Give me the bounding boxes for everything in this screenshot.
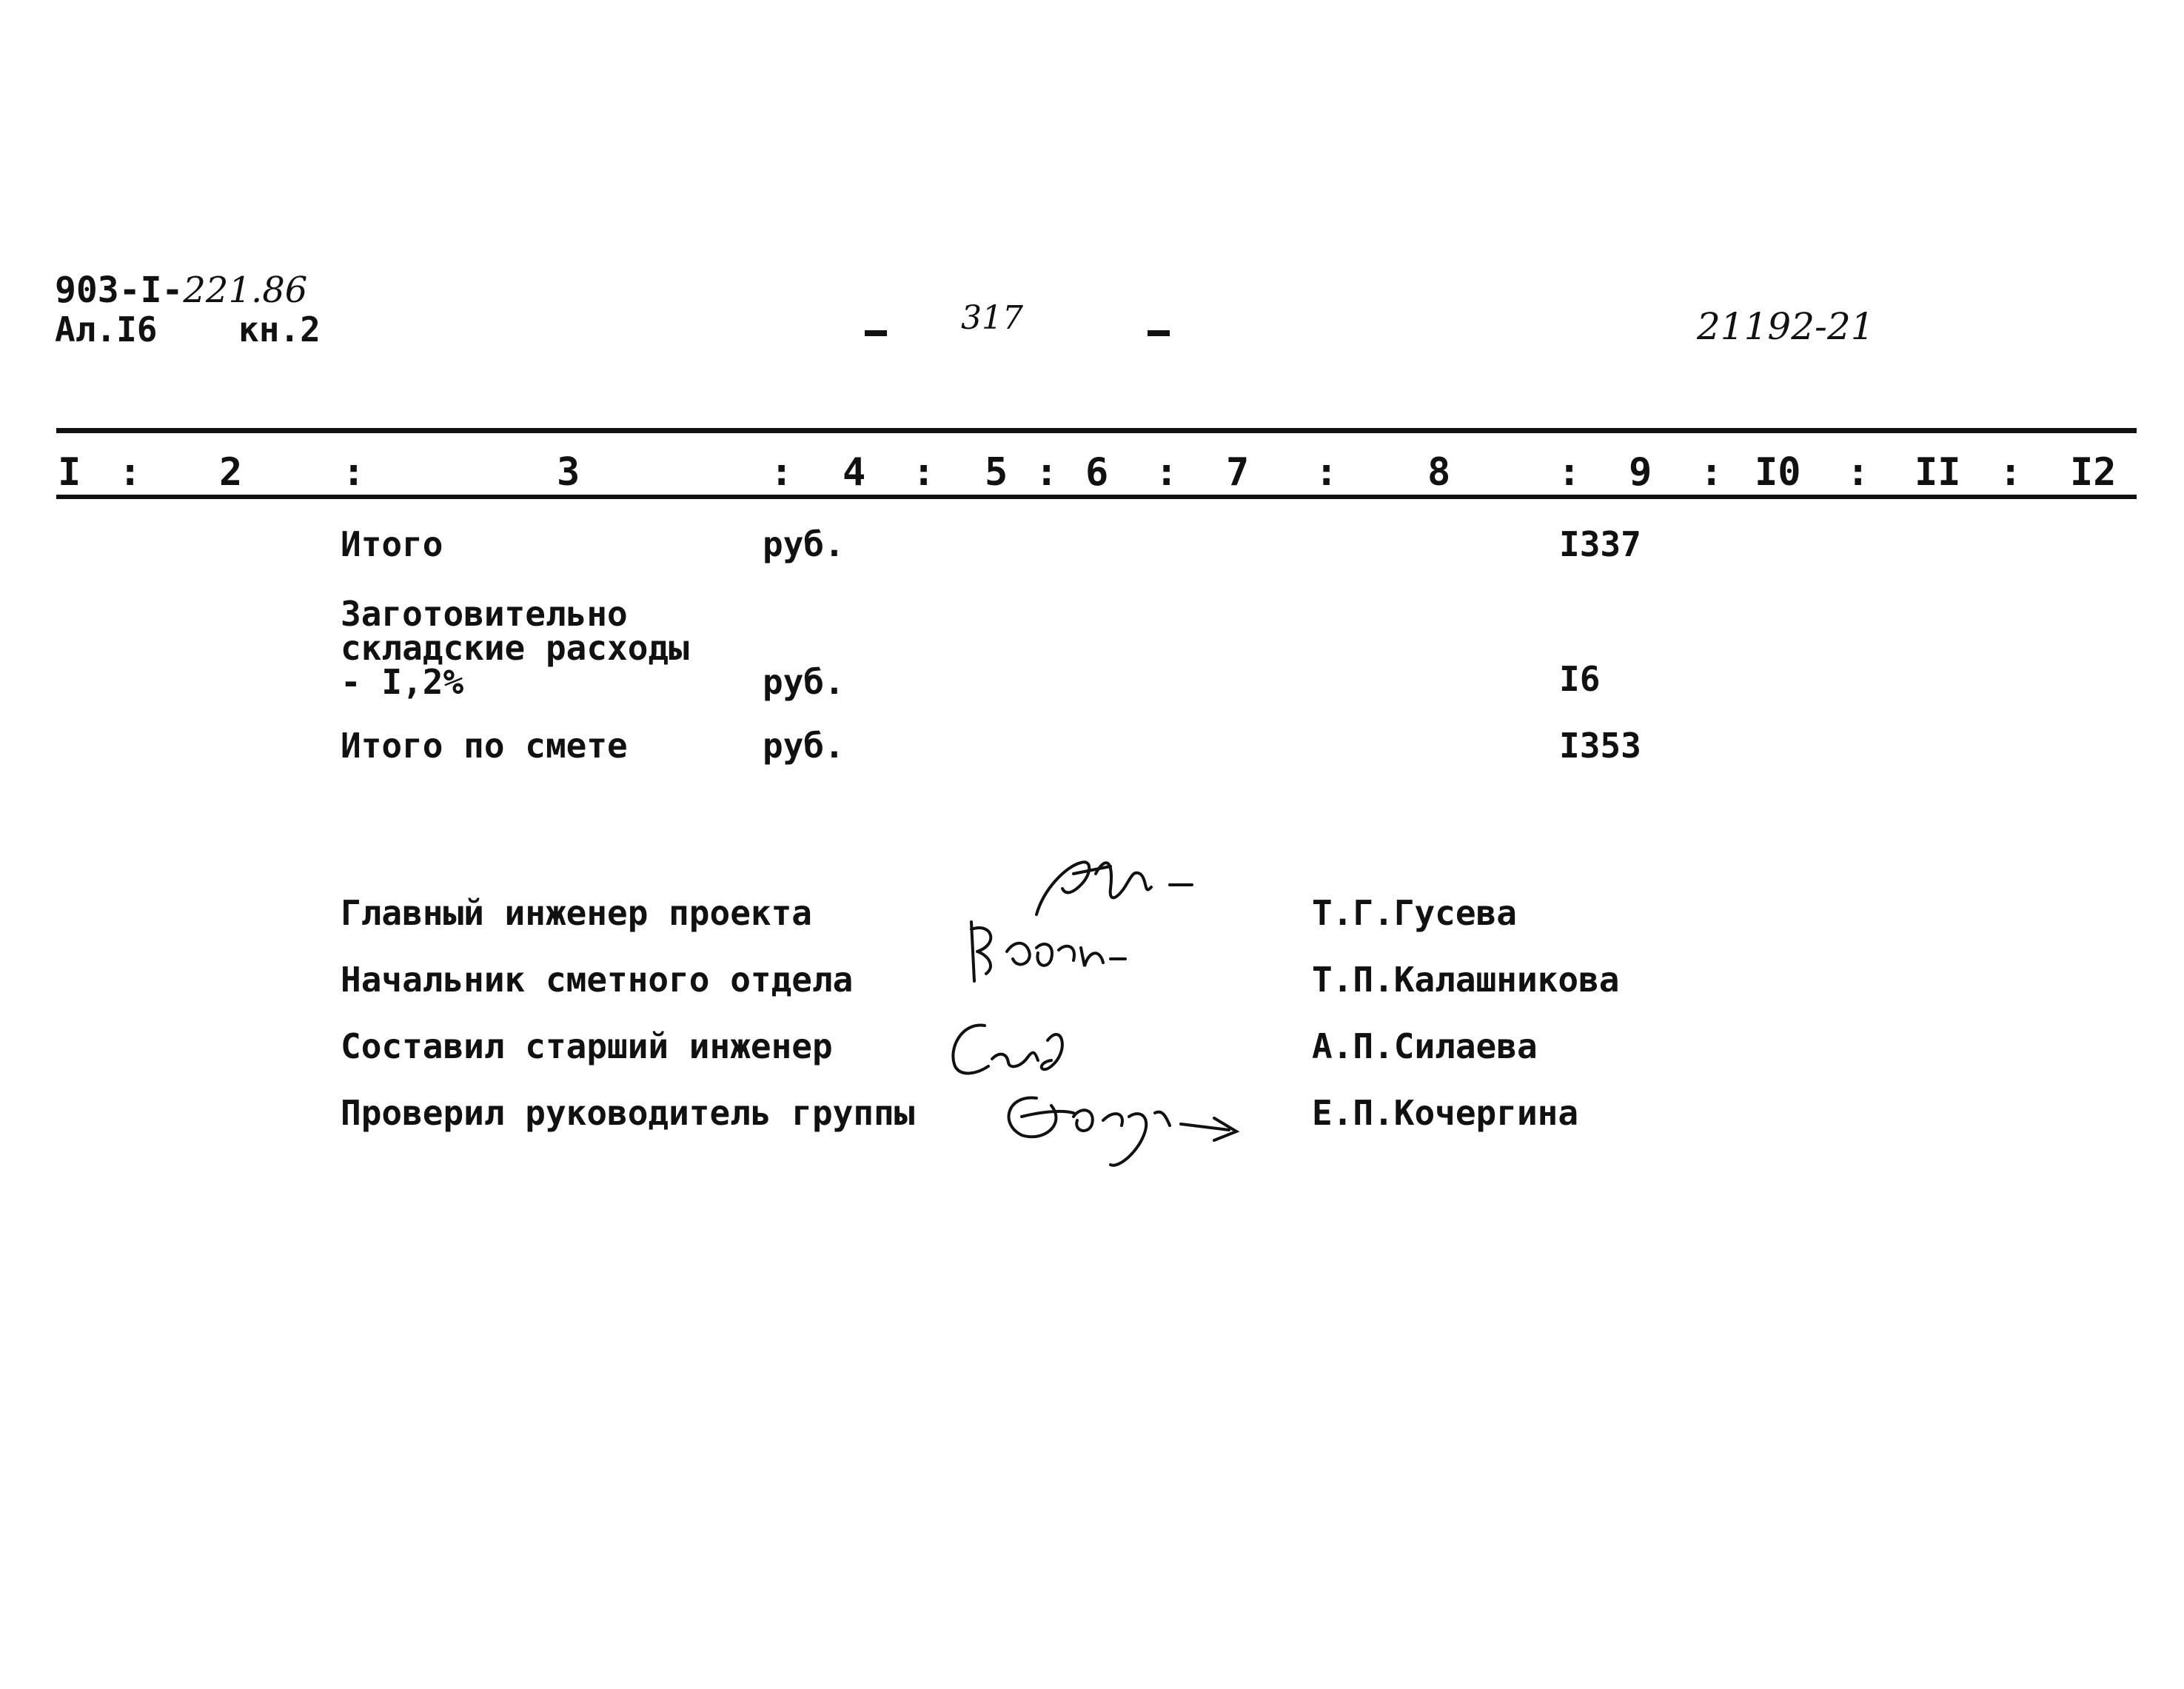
- column-number-10: I0: [1755, 450, 1801, 495]
- row-total-value: I337: [1559, 524, 1641, 564]
- table-header-rule: [56, 495, 2137, 499]
- column-separator: :: [1315, 450, 1339, 495]
- handwritten-signature-4: [992, 1072, 1273, 1176]
- column-number-1: I: [58, 450, 81, 495]
- page-dash-right: [1148, 330, 1170, 336]
- row-storage-name-line-3: - I,2%: [341, 662, 464, 702]
- column-number-12: I2: [2070, 450, 2117, 495]
- signature-role-1: Главный инженер проекта: [341, 893, 812, 933]
- row-total-unit: руб.: [763, 524, 845, 564]
- signature-role-3: Составил старший инженер: [341, 1026, 833, 1066]
- document-code-prefix: 903-I-: [55, 270, 184, 311]
- row-storage-name-line-2: складские расходы: [341, 628, 689, 668]
- column-separator: :: [770, 450, 794, 495]
- column-number-6: 6: [1085, 450, 1109, 495]
- signature-name-2: Т.П.Калашникова: [1312, 960, 1620, 1000]
- handwritten-signature-2: [955, 907, 1170, 989]
- column-separator: :: [1155, 450, 1179, 495]
- column-number-4: 4: [843, 450, 866, 495]
- column-separator: :: [1999, 450, 2023, 495]
- row-storage-unit: руб.: [763, 662, 845, 702]
- row-total-name: Итого: [341, 524, 443, 564]
- column-separator: :: [1558, 450, 1581, 495]
- document-code-handwritten: 221.86: [183, 270, 308, 311]
- page-dash-left: [865, 330, 887, 336]
- column-separator: :: [1700, 450, 1724, 495]
- row-grand-total-name: Итого по смете: [341, 726, 628, 766]
- page-number: 317: [961, 299, 1023, 337]
- row-grand-total-value: I353: [1559, 726, 1641, 766]
- column-number-9: 9: [1629, 450, 1652, 495]
- column-number-7: 7: [1226, 450, 1250, 495]
- signature-name-1: Т.Г.Гусева: [1312, 893, 1517, 933]
- row-storage-value: I6: [1559, 659, 1601, 699]
- book-label: кн.2: [238, 310, 321, 349]
- column-number-3: 3: [557, 450, 580, 495]
- column-separator: :: [1035, 450, 1059, 495]
- column-number-5: 5: [985, 450, 1008, 495]
- table-top-rule: [56, 428, 2137, 433]
- row-storage-name-line-1: Заготовительно: [341, 594, 628, 634]
- row-grand-total-unit: руб.: [763, 726, 845, 766]
- signature-name-3: А.П.Силаева: [1312, 1026, 1538, 1066]
- column-number-2: 2: [219, 450, 243, 495]
- sheet-label: Ал.I6: [55, 310, 158, 349]
- column-number-8: 8: [1427, 450, 1451, 495]
- signature-name-4: Е.П.Кочергина: [1312, 1093, 1579, 1133]
- column-separator: :: [1846, 450, 1870, 495]
- document-code: [55, 270, 308, 311]
- column-number-11: II: [1915, 450, 1961, 495]
- inventory-number: 21192-21: [1697, 305, 1875, 348]
- column-separator: :: [118, 450, 142, 495]
- signature-role-2: Начальник сметного отдела: [341, 960, 854, 1000]
- column-separator: :: [912, 450, 936, 495]
- signature-role-4: Проверил руководитель группы: [341, 1093, 915, 1133]
- column-separator: :: [342, 450, 366, 495]
